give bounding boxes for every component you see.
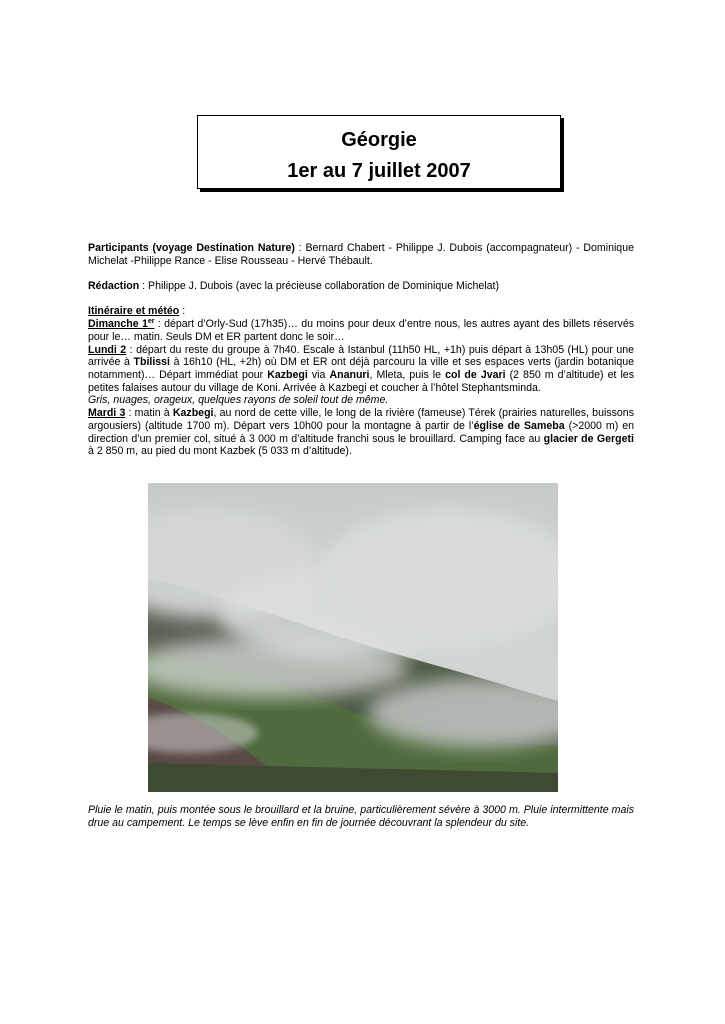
- day3-label: Mardi 3: [88, 407, 126, 420]
- day3-paragraph: [88, 407, 634, 458]
- day2-paragraph: [88, 344, 634, 395]
- title-box: [197, 115, 561, 189]
- participants-text: : Bernard Chabert - Philippe J. Dubois (accompagnateur) - Dominique Michelat -Philippe Rance - Elise Rousseau - Hervé Thébault.: [88, 242, 634, 267]
- day1-label-text: Dimanche 1: [88, 318, 148, 331]
- day2-text-4: , Mleta, puis le: [369, 369, 446, 381]
- day2-text-3: via: [307, 369, 330, 381]
- participants-paragraph: [88, 242, 634, 267]
- day2-place-jvari: col de Jvari: [445, 369, 506, 381]
- photo-caption: Pluie le matin, puis montée sous le brouillard et la bruine, particulièrement sévère à 3000 m. Pluie intermittente mais drue au campement. Le temps se lève enfin en fin de journée découvrant la splendeur du site.: [88, 804, 634, 829]
- itinerary-heading-label: Itinéraire et météo: [88, 305, 180, 318]
- day3-text-2: , au nord de cette ville, le long de la rivière (fameuse) Térek (prairies naturelles, buissons argousiers) (altitude 1700 m). Départ vers 10h00 pour la montagne à partir de l’: [88, 407, 634, 432]
- redaction-text: : Philippe J. Dubois (avec la précieuse collaboration de Dominique Michelat): [139, 280, 500, 293]
- day2-place-tbilissi: Tbilissi: [133, 356, 170, 369]
- redaction-paragraph: [88, 280, 634, 293]
- day2-label: Lundi 2: [88, 343, 127, 356]
- day1-paragraph: [88, 318, 634, 343]
- day2-place-kazbegi: Kazbegi: [267, 369, 308, 381]
- day3-text-3: (>2000 m) en direction d’un premier col, situé à 3 000 m d’altitude franchi sous le brouillard. Camping face au: [88, 419, 634, 445]
- day1-label: [88, 318, 154, 330]
- day1-label-sup: er: [147, 318, 155, 326]
- redaction-label: Rédaction: [88, 280, 140, 293]
- day2-text-2: à 16h10 (HL, +2h) où DM et ER ont déjà parcouru la ville et ses espaces verts (jardin botanique notamment)… Départ immédiat pour: [88, 356, 634, 381]
- day1-text: : départ d’Orly-Sud (17h35)… du moins pour deux d’entre nous, les autres ayant des billets réservés pour le… matin. Seuls DM et ER partent donc le soir…: [88, 318, 635, 343]
- document-body: [88, 242, 634, 458]
- mountain-fog-photo: [148, 483, 558, 792]
- participants-label: Participants (voyage Destination Nature): [88, 242, 295, 254]
- day3-text-1: : matin à: [125, 407, 173, 420]
- itinerary-heading: [88, 305, 634, 318]
- day3-place-kazbegi: Kazbegi: [172, 407, 214, 420]
- day2-place-ananuri: Ananuri: [329, 369, 370, 381]
- document-dates: 1er au 7 juillet 2007: [287, 160, 471, 182]
- day2-text-1: : départ du reste du groupe à 7h40. Escale à Istanbul (11h50 HL, +1h) puis départ à 13h05 (HL) pour une arrivée à: [88, 343, 634, 369]
- day2-text-5: (2 850 m d’altitude) et les petites falaises autour du village de Koni. Arrivée à Kazbegi et coucher à l’hôtel Stephantsminda.: [88, 369, 634, 394]
- document-title: Géorgie: [341, 129, 417, 151]
- day3-text-4: à 2 850 m, au pied du mont Kazbek (5 033 m d’altitude).: [88, 445, 352, 458]
- day3-place-sameba: église de Sameba: [473, 419, 565, 432]
- itinerary-heading-suffix: :: [179, 305, 186, 318]
- mountain-fog-photo-svg: [148, 483, 558, 792]
- day2-weather: Gris, nuages, orageux, quelques rayons de soleil tout de même.: [88, 394, 389, 407]
- day3-place-gergeti: glacier de Gergeti: [543, 432, 634, 445]
